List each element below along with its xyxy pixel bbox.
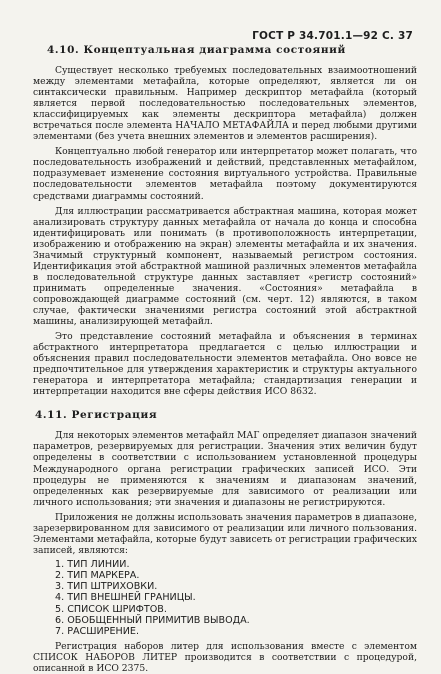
list-item: 7. РАСШИРЕНИЕ. [55, 626, 140, 638]
paragraph: Это представление состояний метафайла и объяснения в терминах абстрактного интерпретатора предлагается с целью иллюстрации и объяснения правил последовательности элементов метафайла. Оно вовсе не предпочтительное для утверждения характеристик и структуры актуального генератора и интерпретатора метафайла; стандартизация генерации и интерпретации находится вне сферы действия ИСО 8632. [33, 331, 417, 398]
list-item: 1. ТИП ЛИНИИ. [55, 558, 130, 570]
page-header: ГОСТ Р 34.701.1—92 С. 37 [252, 30, 413, 42]
registration-elements-list [55, 559, 417, 637]
section-title-4-10: 4.10. Концептуальная диаграмма состояний [47, 44, 346, 56]
list-item: 4. ТИП ВНЕШНЕЙ ГРАНИЦЫ. [55, 592, 196, 604]
list-item: 2. ТИП МАРКЕРА. [55, 570, 140, 582]
section-4-11-body [33, 430, 417, 674]
list-item: 6. ОБОБЩЕННЫЙ ПРИМИТИВ ВЫВОДА. [55, 614, 250, 626]
paragraph: Приложения не должны использовать значения параметров в диапазоне, зарезервированном для зависимого от реализации или личного пользования. Элементами метафайла, которые будут зависеть от регистрации графических записей, являются: [33, 511, 417, 556]
list-item: 3. ТИП ШТРИХОВКИ. [55, 581, 158, 593]
paragraph: Существует несколько требуемых последовательных взаимоотношений между элементами метафайла, которые определяют, является ли он синтаксически правильным. Например дескриптор метафайла (который является первой последовательностью последовательных элементов, классифицируемых как элементы дескриптора метафайла) должен встречаться после элемента НАЧАЛО МЕТАФАЙЛА и перед любыми другими элементами (без учета внешних элементов и элементов расширения). [33, 65, 417, 143]
paragraph: Регистрация наборов литер для использования вместе с элементом СПИСОК НАБОРОВ ЛИТЕР производится в соответствии с процедурой, описанной в ИСО 2375. [33, 641, 417, 674]
list-item: 5. СПИСОК ШРИФТОВ. [55, 603, 167, 615]
section-4-10-body [33, 65, 417, 397]
paragraph: Концептуально любой генератор или интерпретатор может полагать, что последовательность изображений и действий, представленных метафайлом, подразумевает изменение состояния виртуального устройства. Правильные последовательности элементов метафайла поэтому документируются средствами диаграммы состояний. [33, 146, 417, 202]
section-title-4-11: 4.11. Регистрация [35, 409, 158, 422]
paragraph: Для иллюстрации рассматривается абстрактная машина, которая может анализировать структуру данных метафайла от начала до конца и способна идентифицировать или понимать (в противоположность интерпретации, изображению и отображению на экран) элементы метафайла и их значения. Значимый структурный компонент, называемый регистром состояния. Идентификация этой абстрактной машиной различных элементов метафайла в последовательной структуре данных заставляет «регистр состояний» принимать определенные значения. «Состояния» метафайла в сопровождающей диаграмме состояний (см. черт. 12) являются, в таком случае, фактически значениями регистра состояний этой абстрактной машины, анализирующей метафайл. [33, 205, 417, 328]
paragraph: Для некоторых элементов метафайл МАГ определяет диапазон значений параметров, резервируемых для регистрации. Значения этих величин будут определены в соответствии с использованием установленной процедуры Международного органа регистрации графических записей ИСО. Эти процедуры не применяются к значениям и диапазонам значений, определенных как резервируемые для зависимого от реализации или личного использования; эти значения и диапазоны не регистрируются. [33, 430, 417, 508]
